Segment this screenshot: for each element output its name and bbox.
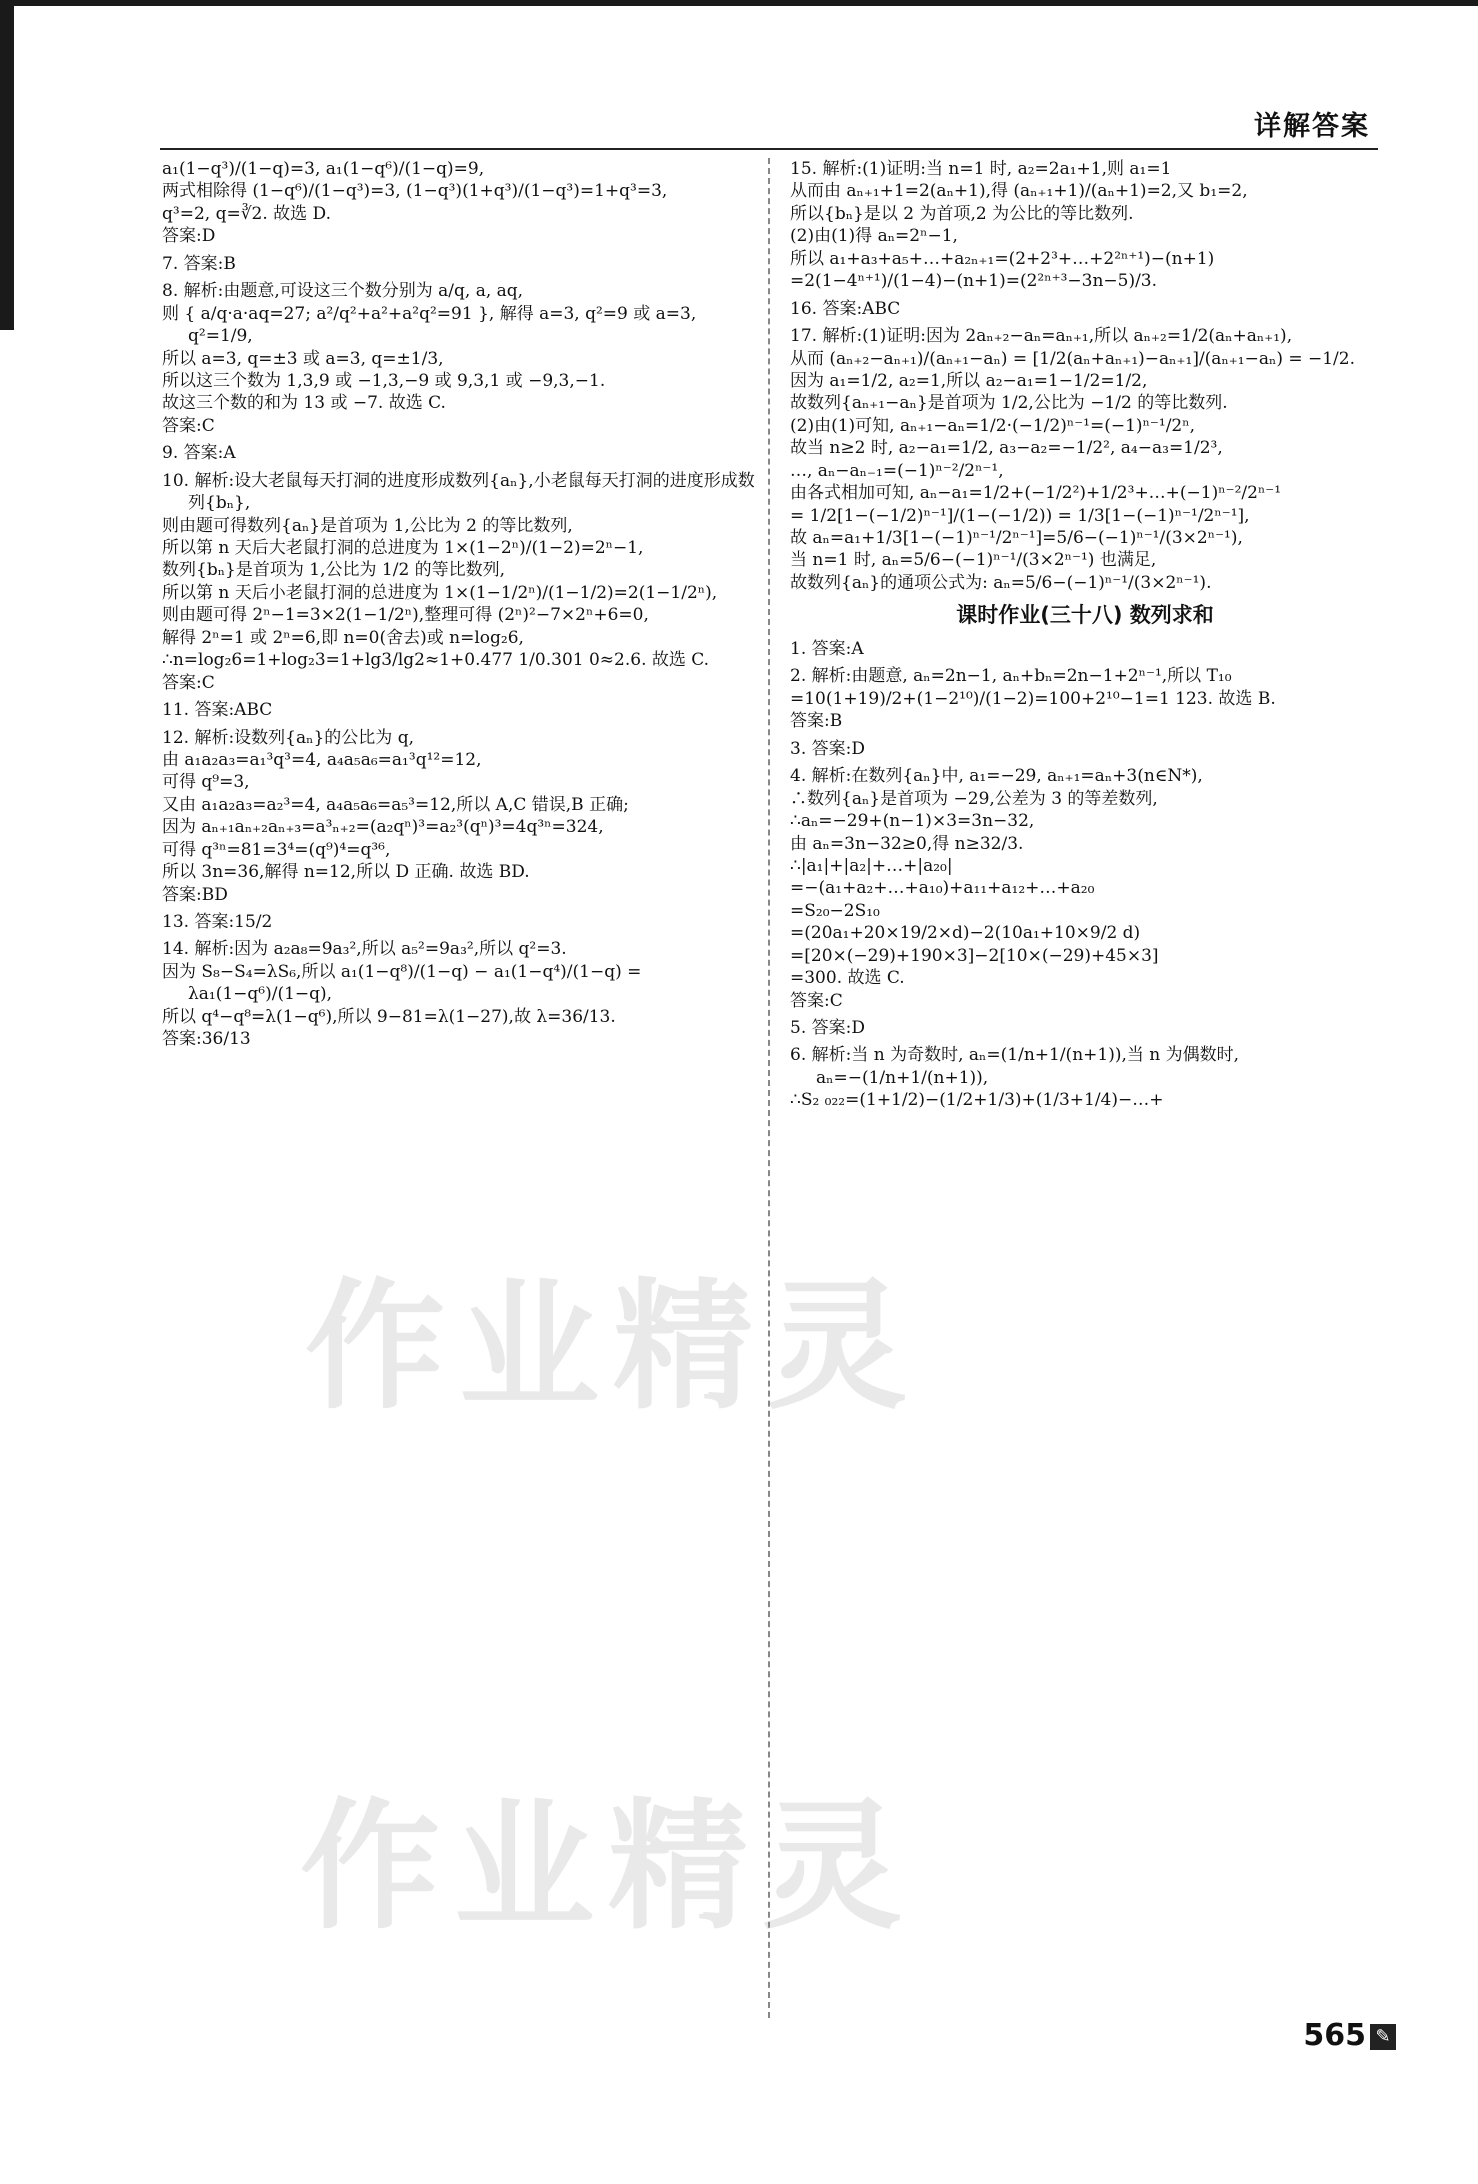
- problem-block: [790, 158, 1380, 293]
- problem-block: [790, 738, 1380, 760]
- problem-block: [162, 253, 762, 275]
- text-line: 两式相除得 (1−q⁶)/(1−q³)=3, (1−q³)(1+q³)/(1−q³)=1+q³=3,: [162, 181, 668, 202]
- text-line: 又由 a₁a₂a₃=a₂³=4, a₄a₅a₆=a₅³=12,所以 A,C 错误,B 正确;: [162, 794, 629, 815]
- problem-block: [790, 1044, 1380, 1111]
- text-line: 所以 3n=36,解得 n=12,所以 D 正确. 故选 BD.: [162, 862, 530, 883]
- text-line: 故数列{aₙ}的通项公式为: aₙ=5/6−(−1)ⁿ⁻¹/(3×2ⁿ⁻¹).: [790, 572, 1212, 593]
- watermark-2: 作业精灵: [300, 1786, 917, 1949]
- text-line: ∴数列{aₙ}是首项为 −29,公差为 3 的等差数列,: [790, 788, 1158, 809]
- problem-block: [790, 665, 1380, 732]
- page-number: 565: [1303, 2018, 1366, 2053]
- header-title: 详解答案: [1254, 111, 1370, 142]
- text-line: 由 aₙ=3n−32≥0,得 n≥32/3.: [790, 833, 1024, 854]
- text-line: = 1/2[1−(−1/2)ⁿ⁻¹]/(1−(−1/2)) = 1/3[1−(−1)ⁿ⁻¹/2ⁿ⁻¹],: [790, 505, 1250, 526]
- problem-block: [790, 325, 1380, 594]
- problem-block: [790, 298, 1380, 320]
- text-line: 数列{bₙ}是首项为 1,公比为 1/2 的等比数列,: [162, 560, 506, 581]
- text-line: ∴n=log₂6=1+log₂3=1+lg3/lg2≈1+0.477 1/0.301 0≈2.6. 故选 C.: [162, 650, 710, 671]
- problem-block: [162, 938, 762, 1050]
- text-line: 因为 S₈−S₄=λS₆,所以 a₁(1−q⁸)/(1−q) − a₁(1−q⁴)/(1−q) = λa₁(1−q⁶)/(1−q),: [162, 961, 647, 1005]
- text-line: 则由题可得数列{aₙ}是首项为 1,公比为 2 的等比数列,: [162, 515, 573, 536]
- text-line: 故这三个数的和为 13 或 −7. 故选 C.: [162, 393, 446, 414]
- right-column: [790, 158, 1380, 2018]
- problem-block: [162, 727, 762, 907]
- text-line: ∴|a₁|+|a₂|+…+|a₂₀|: [790, 855, 953, 876]
- top-edge-bar: [0, 0, 1478, 6]
- text-line: 则 { a/q·a·aq=27; a²/q²+a²+a²q²=91 }, 解得 a=3, q²=9 或 a=3, q²=1/9,: [162, 303, 702, 347]
- text-line: =2(1−4ⁿ⁺¹)/(1−4)−(n+1)=(2²ⁿ⁺³−3n−5)/3.: [790, 271, 1158, 292]
- watermark-1: 作业精灵: [305, 1266, 922, 1429]
- column-divider: [768, 158, 770, 2018]
- problem-block: [790, 638, 1380, 660]
- text-line: 4. 解析:在数列{aₙ}中, a₁=−29, aₙ₊₁=aₙ+3(n∈N*),: [790, 766, 1203, 787]
- text-line: 8. 解析:由题意,可设这三个数分别为 a/q, a, aq,: [162, 281, 524, 302]
- text-line: q³=2, q=∛2. 故选 D.: [162, 203, 331, 224]
- text-line: 从而 (aₙ₊₂−aₙ₊₁)/(aₙ₊₁−aₙ) = [1/2(aₙ+aₙ₊₁)−aₙ₊₁]/(aₙ₊₁−aₙ) = −1/2.: [790, 348, 1356, 369]
- text-line: 由 a₁a₂a₃=a₁³q³=4, a₄a₅a₆=a₁³q¹²=12,: [162, 749, 482, 770]
- problem-block: [162, 470, 762, 694]
- problem-block: [162, 280, 762, 437]
- header-rule: [160, 148, 1378, 150]
- text-line: 1. 答案:A: [790, 639, 864, 660]
- text-line: 所以 a₁+a₃+a₅+…+a₂ₙ₊₁=(2+2³+…+2²ⁿ⁺¹)−(n+1): [790, 248, 1215, 269]
- text-line: 11. 答案:ABC: [162, 700, 273, 721]
- text-line: 答案:C: [162, 415, 215, 436]
- right-column-part-b: [790, 638, 1380, 1112]
- text-line: …, aₙ−aₙ₋₁=(−1)ⁿ⁻²/2ⁿ⁻¹,: [790, 460, 1004, 481]
- text-line: (2)由(1)可知, aₙ₊₁−aₙ=1/2·(−1/2)ⁿ⁻¹=(−1)ⁿ⁻¹/2ⁿ,: [790, 415, 1196, 436]
- text-line: 从而由 aₙ₊₁+1=2(aₙ+1),得 (aₙ₊₁+1)/(aₙ+1)=2,又 b₁=2,: [790, 181, 1248, 202]
- text-line: 5. 答案:D: [790, 1018, 865, 1039]
- text-line: 由各式相加可知, aₙ−a₁=1/2+(−1/2²)+1/2³+…+(−1)ⁿ⁻²/2ⁿ⁻¹: [790, 483, 1282, 504]
- text-line: =[20×(−29)+190×3]−2[10×(−29)+45×3]: [790, 945, 1159, 966]
- text-line: 答案:BD: [162, 884, 228, 905]
- text-line: 所以第 n 天后大老鼠打洞的总进度为 1×(1−2ⁿ)/(1−2)=2ⁿ−1,: [162, 538, 644, 558]
- text-line: 16. 答案:ABC: [790, 298, 901, 319]
- text-line: 答案:C: [790, 990, 843, 1011]
- text-line: 14. 解析:因为 a₂a₈=9a₃²,所以 a₅²=9a₃²,所以 q²=3.: [162, 939, 567, 960]
- text-line: a₁(1−q³)/(1−q)=3, a₁(1−q⁶)/(1−q)=9,: [162, 159, 485, 179]
- text-line: =(20a₁+20×19/2×d)−2(10a₁+10×9/2 d): [790, 923, 1141, 944]
- text-line: 答案:C: [162, 672, 215, 693]
- problem-block: [162, 699, 762, 721]
- text-line: 答案:36/13: [162, 1029, 251, 1050]
- text-line: 6. 解析:当 n 为奇数时, aₙ=(1/n+1/(n+1)),当 n 为偶数时, aₙ=−(1/n+1/(n+1)),: [790, 1045, 1245, 1088]
- text-line: 17. 解析:(1)证明:因为 2aₙ₊₂−aₙ=aₙ₊₁,所以 aₙ₊₂=1/2(aₙ+aₙ₊₁),: [790, 326, 1293, 347]
- problem-block: [162, 442, 762, 464]
- text-line: 当 n=1 时, aₙ=5/6−(−1)ⁿ⁻¹/(3×2ⁿ⁻¹) 也满足,: [790, 550, 1157, 571]
- text-line: 可得 q⁹=3,: [162, 772, 250, 793]
- text-line: 答案:D: [162, 226, 216, 247]
- text-line: 答案:B: [790, 711, 843, 732]
- text-line: 13. 答案:15/2: [162, 912, 273, 932]
- left-column: [162, 158, 762, 2018]
- problem-block: [162, 911, 762, 933]
- text-line: 所以这三个数为 1,3,9 或 −1,3,−9 或 9,3,1 或 −9,3,−1.: [162, 370, 606, 391]
- text-line: 7. 答案:B: [162, 253, 236, 274]
- text-line: =−(a₁+a₂+…+a₁₀)+a₁₁+a₁₂+…+a₂₀: [790, 878, 1095, 899]
- text-line: 所以 q⁴−q⁸=λ(1−q⁶),所以 9−81=λ(1−27),故 λ=36/13.: [162, 1006, 616, 1027]
- text-line: 可得 q³ⁿ=81=3⁴=(q⁹)⁴=q³⁶,: [162, 839, 391, 860]
- text-line: ∴S₂ ₀₂₂=(1+1/2)−(1/2+1/3)+(1/3+1/4)−…+: [790, 1090, 1164, 1111]
- problem-block: [790, 765, 1380, 1012]
- text-line: 10. 解析:设大老鼠每天打洞的进度形成数列{aₙ},小老鼠每天打洞的进度形成数列{bₙ},: [162, 470, 755, 514]
- text-line: 因为 aₙ₊₁aₙ₊₂aₙ₊₃=a³ₙ₊₂=(a₂qⁿ)³=a₂³(qⁿ)³=4q³ⁿ=324,: [162, 817, 604, 838]
- problem-block: [790, 1017, 1380, 1039]
- problem-block: [162, 158, 762, 248]
- text-line: 9. 答案:A: [162, 443, 236, 464]
- text-line: ∴aₙ=−29+(n−1)×3=3n−32,: [790, 811, 1035, 832]
- text-line: 故 aₙ=a₁+1/3[1−(−1)ⁿ⁻¹/2ⁿ⁻¹]=5/6−(−1)ⁿ⁻¹/(3×2ⁿ⁻¹),: [790, 528, 1243, 548]
- text-line: 所以第 n 天后小老鼠打洞的总进度为 1×(1−1/2ⁿ)/(1−1/2)=2(1−1/2ⁿ),: [162, 582, 718, 603]
- text-line: 故当 n≥2 时, a₂−a₁=1/2, a₃−a₂=−1/2², a₄−a₃=1/2³,: [790, 438, 1223, 459]
- text-line: =10(1+19)/2+(1−2¹⁰)/(1−2)=100+2¹⁰−1=1 123. 故选 B.: [790, 688, 1276, 709]
- text-line: 所以{bₙ}是以 2 为首项,2 为公比的等比数列.: [790, 203, 1134, 224]
- text-line: (2)由(1)得 aₙ=2ⁿ−1,: [790, 226, 958, 247]
- text-line: 2. 解析:由题意, aₙ=2n−1, aₙ+bₙ=2n−1+2ⁿ⁻¹,所以 T₁₀: [790, 666, 1232, 687]
- text-line: =S₂₀−2S₁₀: [790, 900, 880, 921]
- text-line: 3. 答案:D: [790, 738, 865, 759]
- text-line: 15. 解析:(1)证明:当 n=1 时, a₂=2a₁+1,则 a₁=1: [790, 159, 1172, 179]
- text-line: 则由题可得 2ⁿ−1=3×2(1−1/2ⁿ),整理可得 (2ⁿ)²−7×2ⁿ+6=0,: [162, 605, 649, 626]
- text-line: =300. 故选 C.: [790, 968, 905, 989]
- text-line: 故数列{aₙ₊₁−aₙ}是首项为 1/2,公比为 −1/2 的等比数列.: [790, 393, 1228, 414]
- text-line: 解得 2ⁿ=1 或 2ⁿ=6,即 n=0(舍去)或 n=log₂6,: [162, 627, 524, 648]
- text-line: 所以 a=3, q=±3 或 a=3, q=±1/3,: [162, 348, 444, 369]
- left-edge-bar: [0, 0, 14, 330]
- right-column-part-a: [790, 158, 1380, 594]
- text-line: 因为 a₁=1/2, a₂=1,所以 a₂−a₁=1−1/2=1/2,: [790, 370, 1148, 391]
- section-title: 课时作业(三十八) 数列求和: [956, 603, 1214, 628]
- text-line: 12. 解析:设数列{aₙ}的公比为 q,: [162, 727, 414, 748]
- page-corner-icon: ✎: [1370, 2024, 1396, 2050]
